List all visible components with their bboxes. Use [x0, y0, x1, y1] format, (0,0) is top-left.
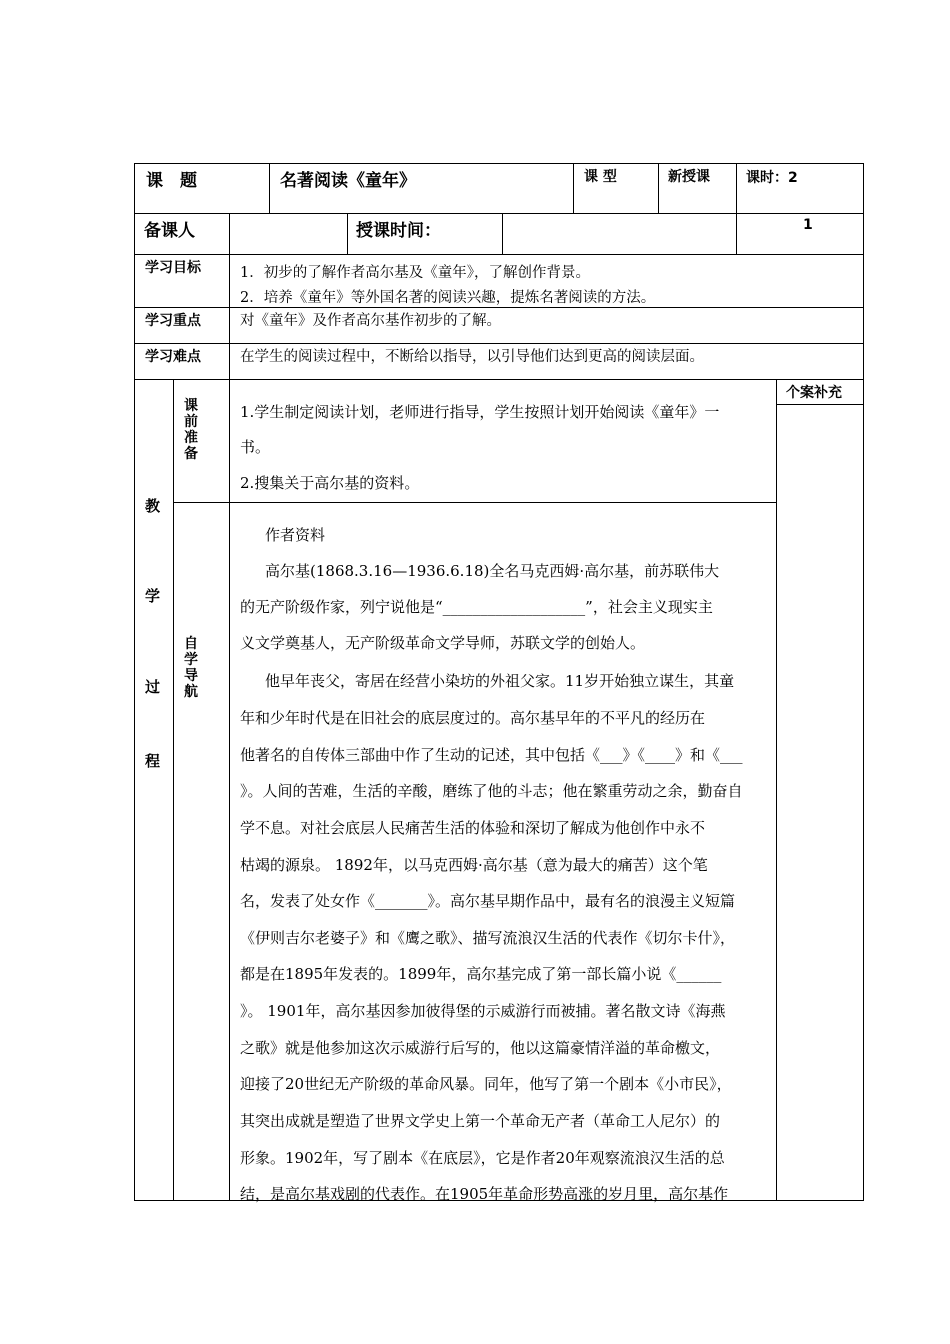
border-row3	[134, 307, 864, 308]
border-supplement	[776, 404, 864, 405]
focus-label: 学习重点	[145, 313, 201, 329]
guide-line: 枯竭的源泉。 1892年，以马克西姆·高尔基（意为最大的痛苦）这个笔	[240, 856, 708, 874]
class-hours: 课时：2	[746, 170, 798, 186]
guide-line: 》。 1901年，高尔基因参加彼得堡的示威游行而被捕。著名散文诗《海燕	[240, 1002, 726, 1020]
difficulty-label: 学习难点	[145, 349, 201, 365]
border-row1	[134, 213, 864, 214]
border-v-r2-3	[502, 213, 503, 254]
guide-line: 都是在1895年发表的。1899年，高尔基完成了第一部长篇小说《______	[240, 965, 722, 983]
border-top	[134, 163, 864, 164]
topic-label: 课 题	[146, 171, 197, 191]
guide-label: 自学导航	[184, 636, 198, 700]
guide-line: 年和少年时代是在旧社会的底层度过的。高尔基早年的不平凡的经历在	[240, 709, 706, 727]
topic-value: 名著阅读《童年》	[280, 171, 416, 191]
teach-time-label: 授课时间：	[356, 221, 441, 241]
goals-label: 学习目标	[145, 260, 201, 276]
border-v-r1-2	[573, 163, 574, 213]
goal-item-2: 2．培养《童年》等外国名著的阅读兴趣，提炼名著阅读的方法。	[240, 290, 656, 306]
guide-heading: 作者资料	[265, 526, 326, 544]
process-char-3: 过	[145, 678, 161, 696]
guide-line: 结，是高尔基戏剧的代表作。在1905年革命形势高涨的岁月里，高尔基作	[240, 1185, 729, 1203]
prep-label: 课前准备	[184, 398, 198, 462]
border-v-label	[229, 254, 230, 1201]
border-v-r2-1	[229, 213, 230, 254]
border-v-r2-2	[347, 213, 348, 254]
guide-line: 他早年丧父，寄居在经营小染坊的外祖父家。11岁开始独立谋生，其童	[265, 672, 735, 690]
guide-line: 迎接了20世纪无产阶级的革命风暴。同年，他写了第一个剧本《小市民》，	[240, 1075, 732, 1093]
border-v-r1-3	[658, 163, 659, 213]
prep-line-3: 2.搜集关于高尔基的资料。	[240, 474, 420, 492]
guide-line: 学不息。对社会底层人民痛苦生活的体验和深切了解成为他创作中永不	[240, 819, 706, 837]
goal-item-1: 1．初步的了解作者高尔基及《童年》，了解创作背景。	[240, 265, 590, 281]
preparer-label: 备课人	[144, 221, 195, 241]
guide-line: 形象。1902年，写了剧本《在底层》，它是作者20年观察流浪汉生活的总	[240, 1149, 725, 1167]
prep-line-1: 1.学生制定阅读计划，老师进行指导，学生按照计划开始阅读《童年》一	[240, 403, 720, 421]
border-v-supplement	[776, 379, 777, 1201]
border-v-process	[173, 379, 174, 1201]
focus-text: 对《童年》及作者高尔基作初步的了解。	[240, 313, 501, 329]
border-prep	[173, 502, 776, 503]
period-number: 1	[803, 217, 813, 233]
guide-line: 高尔基(1868.3.16—1936.6.18)全名马克西姆·高尔基，前苏联伟大	[265, 562, 720, 580]
guide-line: 义文学奠基人，无产阶级革命文学导师，苏联文学的创始人。	[240, 634, 646, 652]
border-right	[863, 163, 864, 1201]
guide-line: 名，发表了处女作《_______》。高尔基早期作品中，最有名的浪漫主义短篇	[240, 892, 736, 910]
process-char-2: 学	[145, 587, 161, 605]
border-left	[134, 163, 135, 1201]
guide-line: 《伊则吉尔老婆子》和《鹰之歌》、描写流浪汉生活的代表作《切尔卡什》，	[240, 929, 736, 947]
guide-line: 》。人间的苦难，生活的辛酸，磨练了他的斗志；他在繁重劳动之余，勤奋自	[240, 782, 743, 800]
border-row5	[134, 379, 864, 380]
guide-line: 之歌》就是他参加这次示威游行后写的，他以这篇豪情洋溢的革命檄文，	[240, 1039, 721, 1057]
process-char-1: 教	[145, 497, 161, 515]
border-v-r1-1	[269, 163, 270, 213]
supplement-label: 个案补充	[786, 385, 842, 401]
difficulty-text: 在学生的阅读过程中，不断给以指导，以引导他们达到更高的阅读层面。	[240, 349, 704, 365]
guide-line: 其突出成就是塑造了世界文学史上第一个革命无产者（革命工人尼尔）的	[240, 1112, 721, 1130]
guide-line: 他著名的自传体三部曲中作了生动的记述，其中包括《___》《____》和《___	[240, 746, 743, 764]
type-label: 课 型	[584, 169, 617, 185]
border-row2	[134, 254, 864, 255]
guide-line: 的无产阶级作家，列宁说他是“___________________”，社会主义现实主	[240, 598, 713, 616]
process-char-4: 程	[145, 752, 161, 770]
prep-line-2: 书。	[240, 438, 271, 456]
border-v-r2-4	[736, 213, 737, 254]
type-value: 新授课	[668, 169, 710, 185]
border-v-r1-4	[736, 163, 737, 213]
border-row4	[134, 343, 864, 344]
